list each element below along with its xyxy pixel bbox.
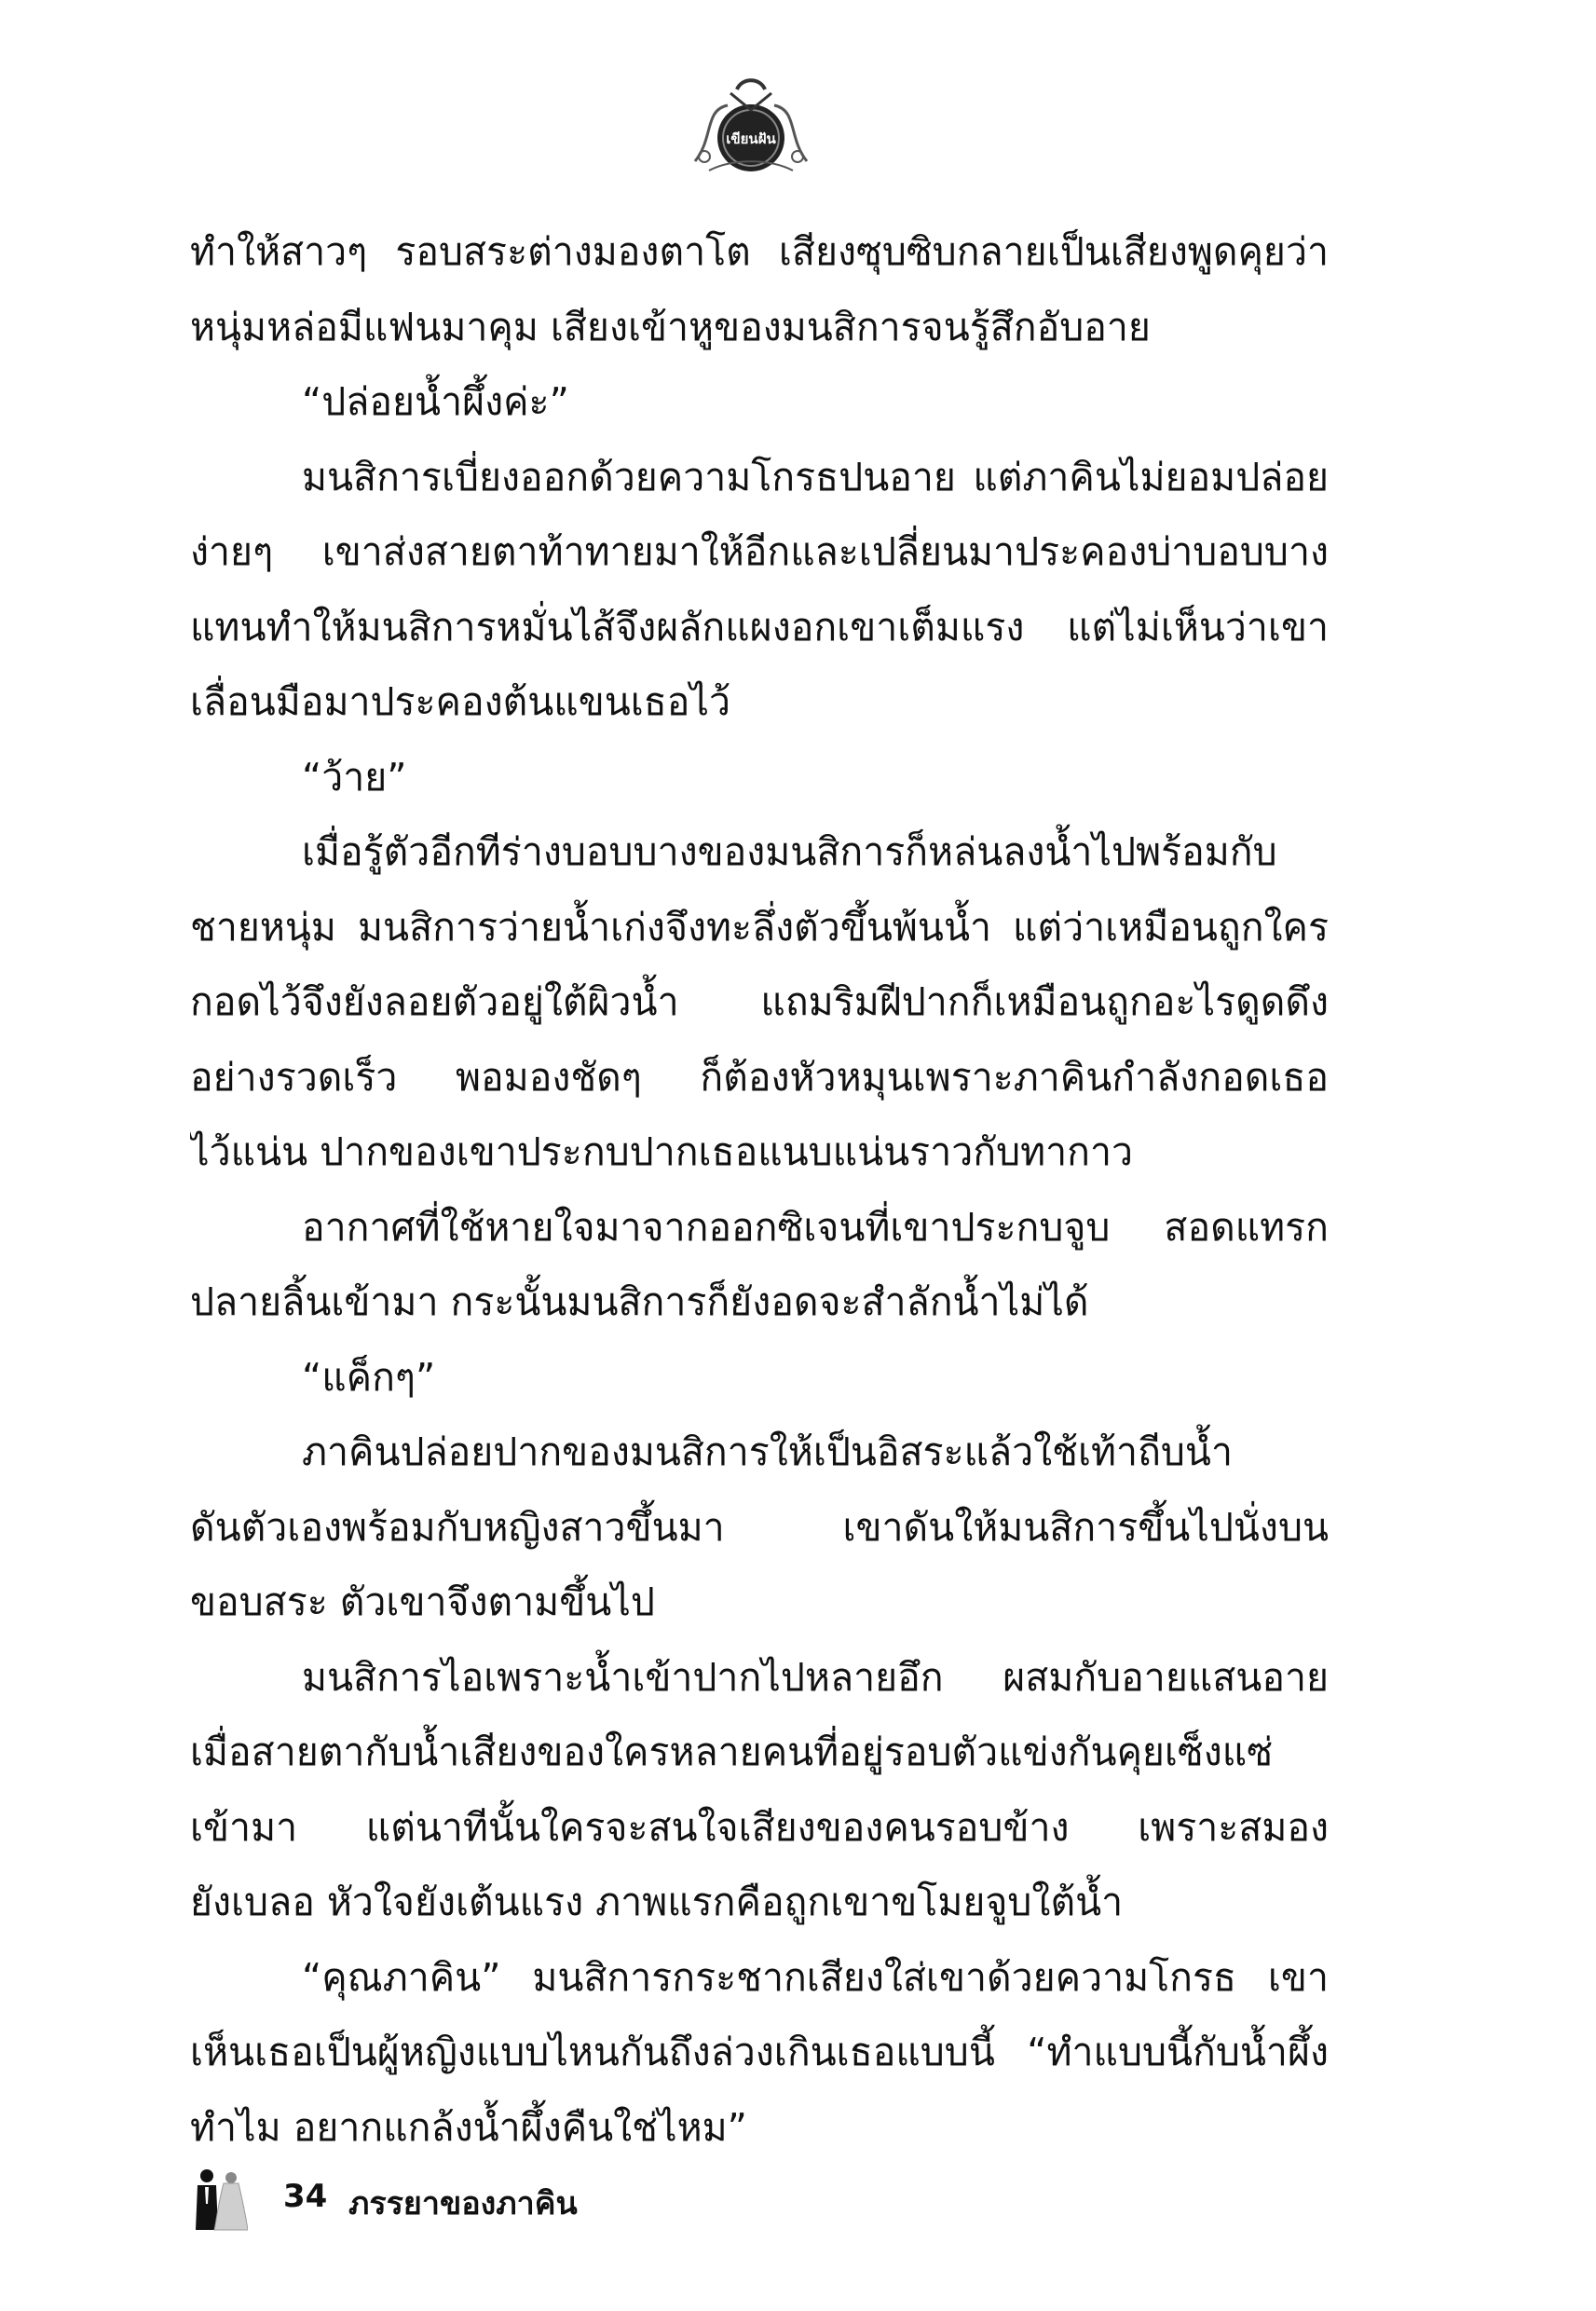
text-line: ทำไม อยากแกล้งน้ำผึ้งคืนใช่ไหม” [190, 2104, 747, 2150]
text-line: ภาคินปล่อยปากของมนสิการให้เป็นอิสระแล้วใช้เท้าถีบน้ำ [302, 1429, 1233, 1474]
text-line: “ว้าย” [302, 754, 407, 800]
text-line: อากาศที่ใช้หายใจมาจากออกซิเจนที่เขาประกบจูบ สอดแทรก [302, 1204, 1329, 1250]
bride-groom-icon [190, 2167, 248, 2232]
text-line: เมื่อรู้ตัวอีกทีร่างบอบบางของมนสิการก็หล่นลงน้ำไปพร้อมกับ [302, 829, 1277, 874]
text-line: เมื่อสายตากับน้ำเสียงของใครหลายคนที่อยู่รอบตัวแข่งกันคุยเซ็งแซ่ [190, 1730, 1274, 1774]
text-line: เลื่อนมือมาประคองต้นแขนเธอไว้ [190, 679, 731, 724]
logo-text: เขียนฝัน [726, 130, 776, 147]
text-line: มนสิการไอเพราะน้ำเข้าปากไปหลายอึก ผสมกับอายแสนอาย [302, 1654, 1329, 1700]
text-line: อย่างรวดเร็ว พอมองชัดๆ ก็ต้องหัวหมุนเพราะภาคินกำลังกอดเธอ [190, 1054, 1329, 1100]
text-line: ไว้แน่น ปากของเขาประกบปากเธอแนบแน่นราวกับทากาว [190, 1129, 1134, 1174]
text-line: “แค็กๆ” [302, 1354, 436, 1400]
page-footer [190, 2167, 1029, 2232]
text-line: ทำให้สาวๆ รอบสระต่างมองตาโต เสียงซุบซิบกลายเป็นเสียงพูดคุยว่า [190, 229, 1329, 274]
text-line: ง่ายๆ เขาส่งสายตาท้าทายมาให้อีกและเปลี่ยนมาประคองบ่าบอบบาง [190, 529, 1329, 574]
text-line: เข้ามา แต่นาทีนั้นใครจะสนใจเสียงของคนรอบข้าง เพราะสมอง [190, 1804, 1329, 1850]
text-line: กอดไว้จึงยังลอยตัวอยู่ใต้ผิวน้ำ แถมริมฝีปากก็เหมือนถูกอะไรดูดดึง [190, 979, 1329, 1024]
text-line: ขอบสระ ตัวเขาจึงตามขึ้นไป [190, 1579, 655, 1624]
page-number: 34 [283, 2178, 328, 2215]
book-title: ภรรยาของภาคิน [348, 2185, 578, 2222]
text-line: ชายหนุ่ม มนสิการว่ายน้ำเก่งจึงทะลึ่งตัวขึ้นพ้นน้ำ แต่ว่าเหมือนถูกใคร [190, 904, 1329, 950]
text-line: “ปล่อยน้ำผึ้งค่ะ” [302, 379, 569, 424]
text-line: ปลายลิ้นเข้ามา กระนั้นมนสิการก็ยังอดจะสำลักน้ำไม่ได้ [190, 1279, 1089, 1324]
header-logo [686, 73, 816, 175]
text-line: หนุ่มหล่อมีแฟนมาคุม เสียงเข้าหูของมนสิการจนรู้สึกอับอาย [190, 304, 1151, 349]
text-line: “คุณภาคิน” มนสิการกระชากเสียงใส่เขาด้วยความโกรธ เขา [302, 1954, 1329, 2000]
ornament-icon [686, 73, 816, 175]
text-line: ยังเบลอ หัวใจยังเต้นแรง ภาพแรกคือถูกเขาขโมยจูบใต้น้ำ [190, 1880, 1124, 1924]
text-line: มนสิการเบี่ยงออกด้วยความโกรธปนอาย แต่ภาคินไม่ยอมปล่อย [302, 454, 1329, 499]
text-line: แทนทำให้มนสิการหมั่นไส้จึงผลักแผงอกเขาเต็มแรง แต่ไม่เห็นว่าเขา [190, 604, 1329, 650]
body-text [190, 214, 1329, 2165]
text-line: เห็นเธอเป็นผู้หญิงแบบไหนกันถึงล่วงเกินเธอแบบนี้ “ทำแบบนี้กับน้ำผึ้ง [190, 2030, 1329, 2074]
text-line: ดันตัวเองพร้อมกับหญิงสาวขึ้นมา เขาดันให้มนสิการขึ้นไปนั่งบน [190, 1504, 1329, 1550]
